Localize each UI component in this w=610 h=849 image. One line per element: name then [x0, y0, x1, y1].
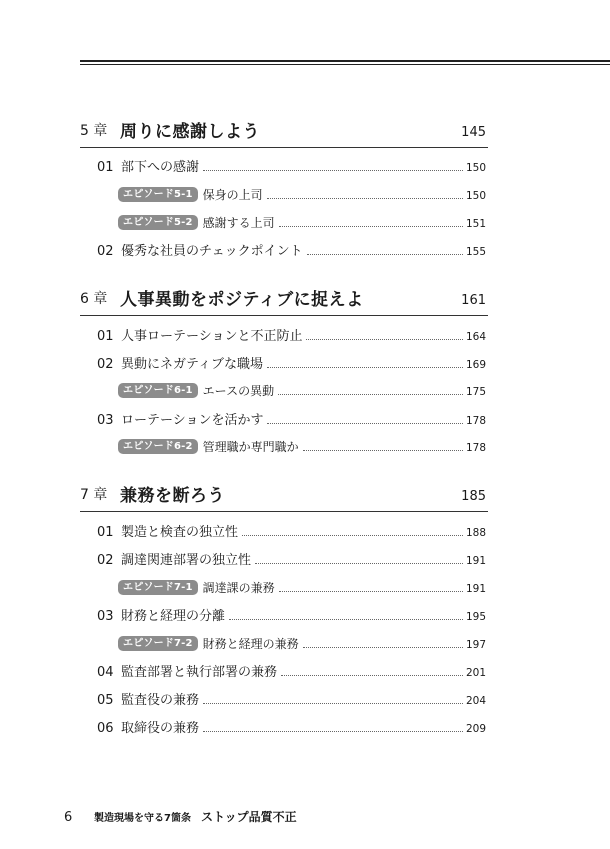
episode-badge: エピソード7-2 [118, 636, 198, 651]
chapter-title: 兼務を断ろう [120, 486, 225, 506]
section-number: 01 [97, 525, 114, 540]
section-title: 財務と経理の分離 [121, 609, 226, 624]
episode-title: 感謝する上司 [202, 216, 275, 230]
page-number: 169 [465, 359, 486, 371]
episode-title: 保身の上司 [202, 188, 263, 202]
toc-episode-entry[interactable] [118, 437, 486, 455]
episode-title: 財務と経理の兼務 [202, 637, 299, 651]
page-number: 191 [465, 583, 486, 595]
section-number: 05 [97, 693, 114, 708]
section-title: 監査役の兼務 [121, 693, 200, 708]
toc-episode-entry[interactable] [118, 634, 486, 652]
section-number: 03 [97, 609, 114, 624]
dot-leader [255, 563, 463, 564]
chapter-heading[interactable] [80, 118, 488, 144]
chapter-title: 人事異動をポジティブに捉えよ [120, 290, 364, 310]
episode-badge: エピソード7-1 [118, 580, 198, 595]
toc-episode-entry[interactable] [118, 381, 486, 399]
page-number: 191 [465, 555, 486, 567]
page-number: 197 [465, 639, 486, 651]
page-number: 151 [465, 218, 486, 230]
chapter-number: 6 章 [80, 291, 108, 307]
chapter-number: 7 章 [80, 487, 108, 503]
toc-entry[interactable] [97, 522, 486, 540]
toc-entry[interactable] [97, 606, 486, 624]
section-title: 異動にネガティブな職場 [121, 357, 263, 372]
section-title: 調達関連部署の独立性 [121, 553, 252, 568]
chapter-rule [80, 147, 488, 148]
section-number: 04 [97, 665, 114, 680]
chapter-title: 周りに感謝しよう [120, 122, 260, 142]
episode-title: 調達課の兼務 [202, 581, 275, 595]
chapter-number: 5 章 [80, 123, 108, 139]
section-title: 監査部署と執行部署の兼務 [121, 665, 278, 680]
toc-entry[interactable] [97, 354, 486, 372]
chapter-page: 145 [461, 125, 486, 140]
episode-badge: エピソード6-2 [118, 439, 198, 454]
footer-book-title: 製造現場を守る7箇条 [94, 813, 191, 824]
section-number: 02 [97, 357, 114, 372]
dot-leader [267, 367, 463, 368]
page-number: 201 [465, 667, 486, 679]
dot-leader [267, 423, 462, 424]
section-number: 06 [97, 721, 114, 736]
dot-leader [279, 226, 463, 227]
page-number: 195 [465, 611, 486, 623]
section-number: 01 [97, 160, 114, 175]
dot-leader [278, 394, 463, 395]
page-number: 150 [465, 190, 486, 202]
toc-entry[interactable] [97, 410, 486, 428]
footer-subtitle: ストップ品質不正 [200, 810, 297, 824]
page-number: 150 [465, 162, 486, 174]
page-number: 209 [465, 723, 486, 735]
dot-leader [303, 450, 463, 451]
dot-leader [303, 647, 463, 648]
page-number: 178 [465, 442, 486, 454]
dot-leader [281, 675, 463, 676]
section-title: ローテーションを活かす [121, 413, 264, 428]
section-number: 01 [97, 329, 114, 344]
toc-episode-entry[interactable] [118, 185, 486, 203]
chapter-page: 161 [461, 293, 486, 308]
chapter-heading[interactable] [80, 482, 488, 508]
toc-entry[interactable] [97, 550, 486, 568]
toc-entry[interactable] [97, 157, 486, 175]
toc-entry[interactable] [97, 718, 486, 736]
top-double-rule [80, 60, 610, 66]
section-title: 優秀な社員のチェックポイント [121, 244, 303, 259]
toc-episode-entry[interactable] [118, 213, 486, 231]
page-number: 188 [465, 527, 486, 539]
episode-badge: エピソード6-1 [118, 383, 198, 398]
toc-entry[interactable] [97, 241, 486, 259]
episode-title: 管理職か専門職か [202, 440, 299, 454]
episode-title: エースの異動 [202, 384, 275, 398]
episode-badge: エピソード5-1 [118, 187, 198, 202]
section-title: 人事ローテーションと不正防止 [121, 329, 303, 344]
chapter-heading[interactable] [80, 286, 488, 312]
dot-leader [279, 591, 463, 592]
toc-entry[interactable] [97, 662, 486, 680]
dot-leader [203, 731, 463, 732]
toc-entry[interactable] [97, 326, 486, 344]
section-title: 部下への感謝 [121, 160, 200, 175]
section-number: 03 [97, 413, 114, 428]
dot-leader [306, 339, 462, 340]
toc-episode-entry[interactable] [118, 578, 486, 596]
page-number: 155 [465, 246, 486, 258]
chapter-rule [80, 315, 488, 316]
section-number: 02 [97, 553, 114, 568]
dot-leader [242, 535, 463, 536]
section-title: 製造と検査の独立性 [121, 525, 239, 540]
footer-page-number: 6 [64, 810, 73, 825]
section-number: 02 [97, 244, 114, 259]
page-number: 175 [465, 386, 486, 398]
section-title: 取締役の兼務 [121, 721, 200, 736]
dot-leader [267, 198, 463, 199]
page-footer [64, 808, 297, 826]
page-number: 204 [465, 695, 486, 707]
dot-leader [203, 170, 463, 171]
dot-leader [307, 254, 463, 255]
page-number: 178 [465, 415, 486, 427]
dot-leader [229, 619, 463, 620]
toc-entry[interactable] [97, 690, 486, 708]
chapter-rule [80, 511, 488, 512]
episode-badge: エピソード5-2 [118, 215, 198, 230]
page-number: 164 [465, 331, 486, 343]
chapter-page: 185 [461, 489, 486, 504]
dot-leader [203, 703, 463, 704]
